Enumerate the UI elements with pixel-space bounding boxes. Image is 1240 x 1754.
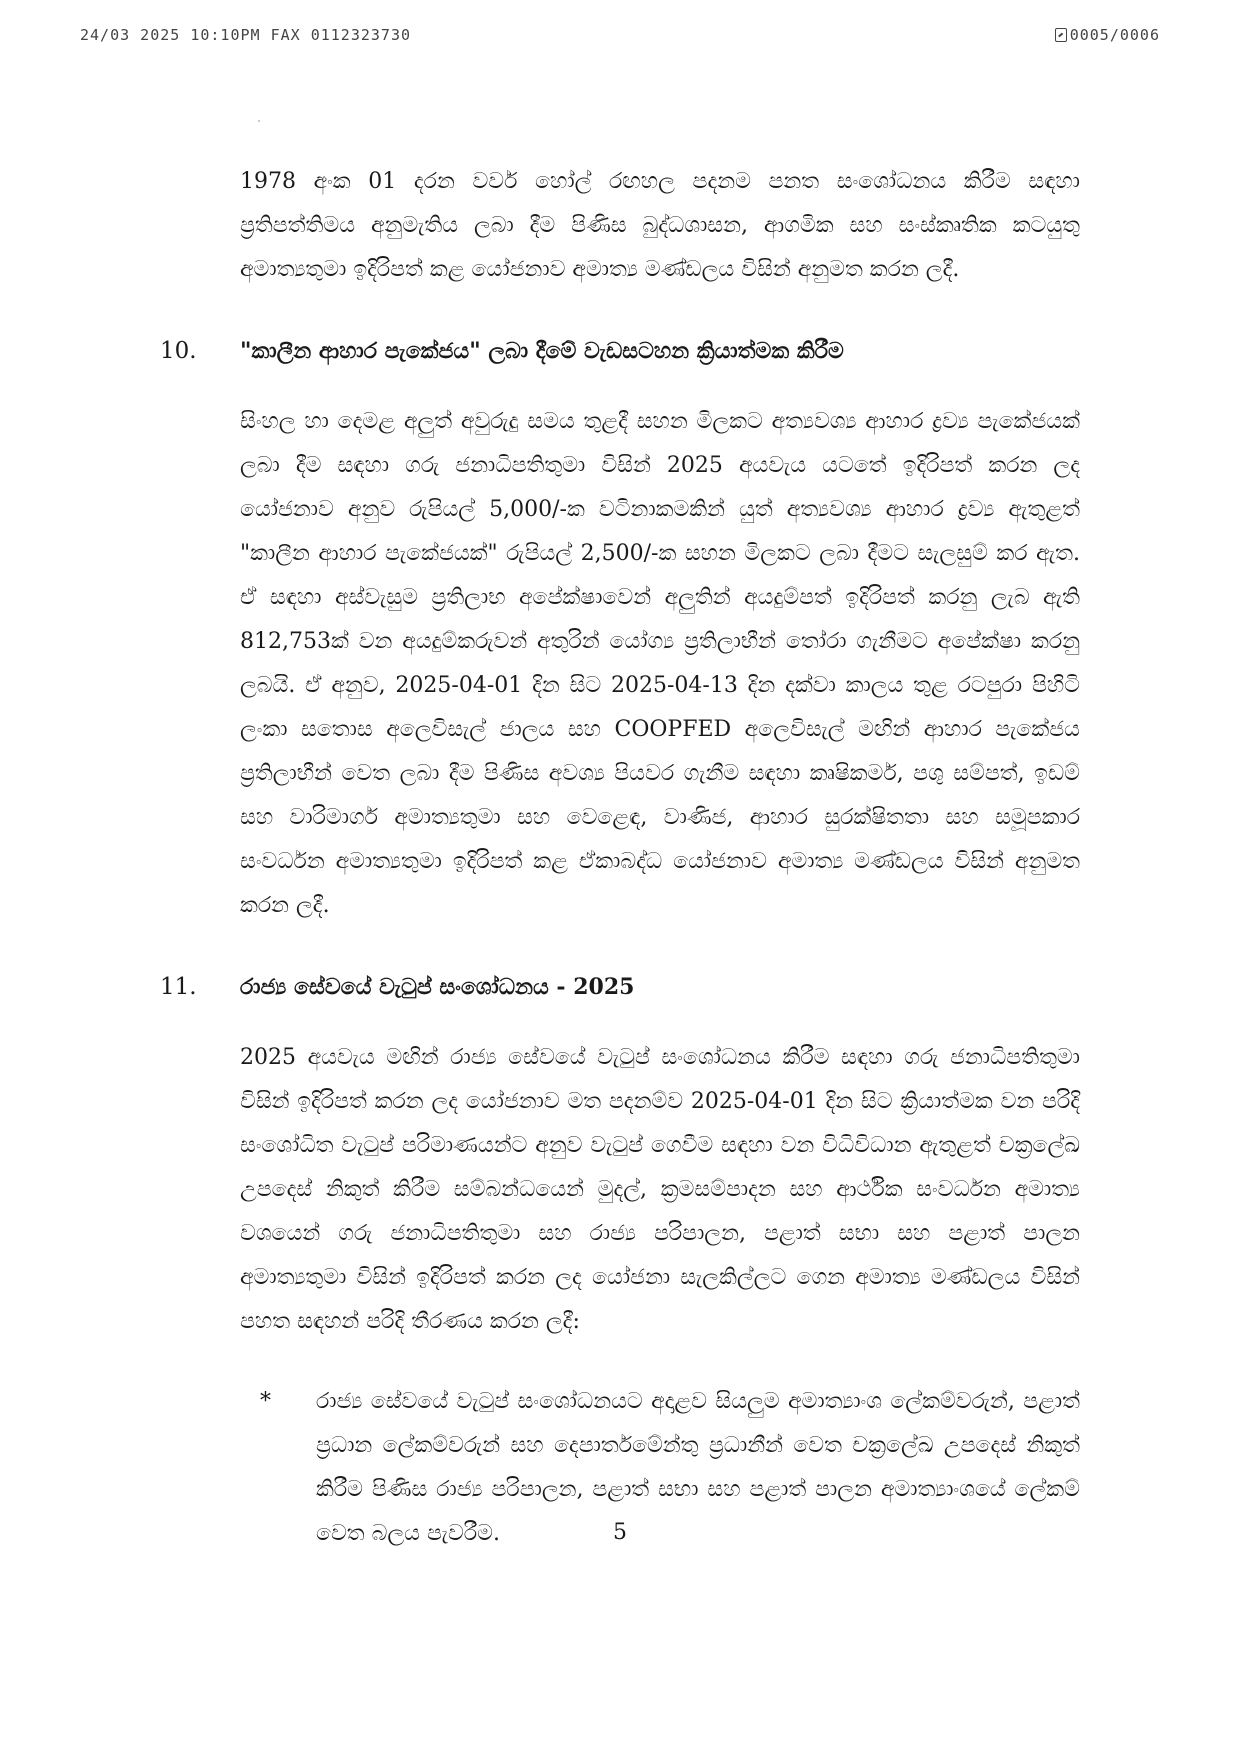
scan-speck <box>258 120 260 122</box>
section-number: 11. <box>160 974 197 1000</box>
fax-header <box>80 26 1160 50</box>
section-10 <box>160 338 1080 928</box>
section-number: 10. <box>160 338 197 364</box>
fax-datetime-line: 24/03 2025 10:10PM FAX 0112323730 <box>80 26 412 44</box>
fax-page-counter: 0005/0006 <box>1069 26 1160 44</box>
section-body: සිංහල හා දෙමළ අලුත් අවුරුදු සමය තුළදී සහන මිලකට අත්‍යවශ්‍ය ආහාර ද්‍රව්‍ය පැකේජයක් ලබා දීම සඳහා ගරු ජනාධිපතිතුමා විසින් 2025 අයවැය යටතේ ඉදිරිපත් කරන ලද යෝජනාව අනුව රුපියල් 5,000/-ක වටිනාකමකින් යුත් අත්‍යවශ්‍ය ආහාර ද්‍රව්‍ය ඇතුළත් "කාලීන ආහාර පැකේජයක්" රුපියල් 2,500/-ක සහන මිලකට ලබා දීමට සැලසුම් කර ඇත. ඒ සඳහා අස්වැසුම ප්‍රතිලාභ අපේක්ෂාවෙන් අලුතින් අයදුම්පත් ඉදිරිපත් කරනු ලැබ ඇති 812,753ක් වන අයදුම්කරුවන් අතුරින් යෝග්‍ය ප්‍රතිලාභීන් තෝරා ගැනීමට අපේක්ෂා කරනු ලබයි. ඒ අනුව, 2025-04-01 දින සිට 2025-04-13 දින දක්වා කාලය තුළ රටපුරා පිහිටි ලංකා සතොස අලෙවිසැල් ජාලය සහ COOPFED අලෙවිසැල් මඟින් ආහාර පැකේජය ප්‍රතිලාභීන් වෙත ලබා දීම පිණිස අවශ්‍ය පියවර ගැනීම සඳහා කෘෂිකර්ම, පශු සම්පත්, ඉඩම් සහ වාරිමාර්ග අමාත්‍යතුමා සහ වෙළෙඳ, වාණිජ, ආහාර සුරක්ෂිතතා සහ සමූපකාර සංවර්ධන අමාත්‍යතුමා ඉදිරිපත් කළ ඒකාබද්ධ යෝජනාව අමාත්‍ය මණ්ඩලය විසින් අනුමත කරන ලදී. <box>240 409 1080 918</box>
section-heading <box>160 338 1080 364</box>
intro-paragraph: 1978 අංක 01 දරන වවර් හෝල් රඟහල පදනම පනත සංශෝධනය කිරීම සඳහා ප්‍රතිපත්තිමය අනුමැතිය ලබා දීම පිණිස බුද්ධශාසන, ආගමික සහ සංස්කෘතික කටයුතු අමාත්‍යතුමා ඉදිරිපත් කළ යෝජනාව අමාත්‍ය මණ්ඩලය විසින් අනුමත කරන ලදී. <box>240 169 1080 282</box>
document-body <box>160 160 1080 1556</box>
fax-page-counter-group <box>1055 26 1160 44</box>
fax-status-icon <box>1055 28 1067 42</box>
section-11 <box>160 974 1080 1556</box>
section-heading <box>160 974 1080 1000</box>
section-title: "කාලීන ආහාර පැකේජය" ලබා දීමේ වැඩසටහන ක්‍රියාත්මක කිරීම <box>240 338 844 364</box>
bullet-marker: * <box>260 1389 271 1414</box>
bullet-text: රාජ්‍ය සේවයේ වැටුප් සංශෝධනයට අදාළව සියලුම අමාත්‍යාංශ ලේකම්වරුන්, පළාත් ප්‍රධාන ලේකම්වරුන් සහ දෙපාර්තමේන්තු ප්‍රධානීන් වෙත චක්‍රලේඛ උපදෙස් නිකුත් කිරීම පිණිස රාජ්‍ය පරිපාලන, පළාත් සභා සහ පළාත් පාලන අමාත්‍යාංශයේ ලේකම් වෙත බලය පැවරීම. <box>316 1389 1080 1546</box>
section-title: රාජ්‍ය සේවයේ වැටුප් සංශෝධනය - 2025 <box>240 974 635 1000</box>
section-body: 2025 අයවැය මඟින් රාජ්‍ය සේවයේ වැටුප් සංශෝධනය කිරීම සඳහා ගරු ජනාධිපතිතුමා විසින් ඉදිරිපත් කරන ලද යෝජනාව මත පදනම්ව 2025-04-01 දින සිට ක්‍රියාත්මක වන පරිදි සංශෝධිත වැටුප් පරිමාණයන්ට අනුව වැටුප් ගෙවීම සඳහා වන විධිවිධාන ඇතුළත් චක්‍රලේඛ උපදෙස් නිකුත් කිරීම සම්බන්ධයෙන් මුදල්, ක්‍රමසම්පාදන සහ ආර්ථික සංවර්ධන අමාත්‍ය වශයෙන් ගරු ජනාධිපතිතුමා සහ රාජ්‍ය පරිපාලන, පළාත් සභා සහ පළාත් පාලන අමාත්‍යතුමා විසින් ඉදිරිපත් කරන ලද යෝජනා සැලකිල්ලට ගෙන අමාත්‍ය මණ්ඩලය විසින් පහත සඳහන් පරිදි තීරණය කරන ලදී: <box>240 1045 1080 1334</box>
page-number: 5 <box>613 1520 627 1545</box>
